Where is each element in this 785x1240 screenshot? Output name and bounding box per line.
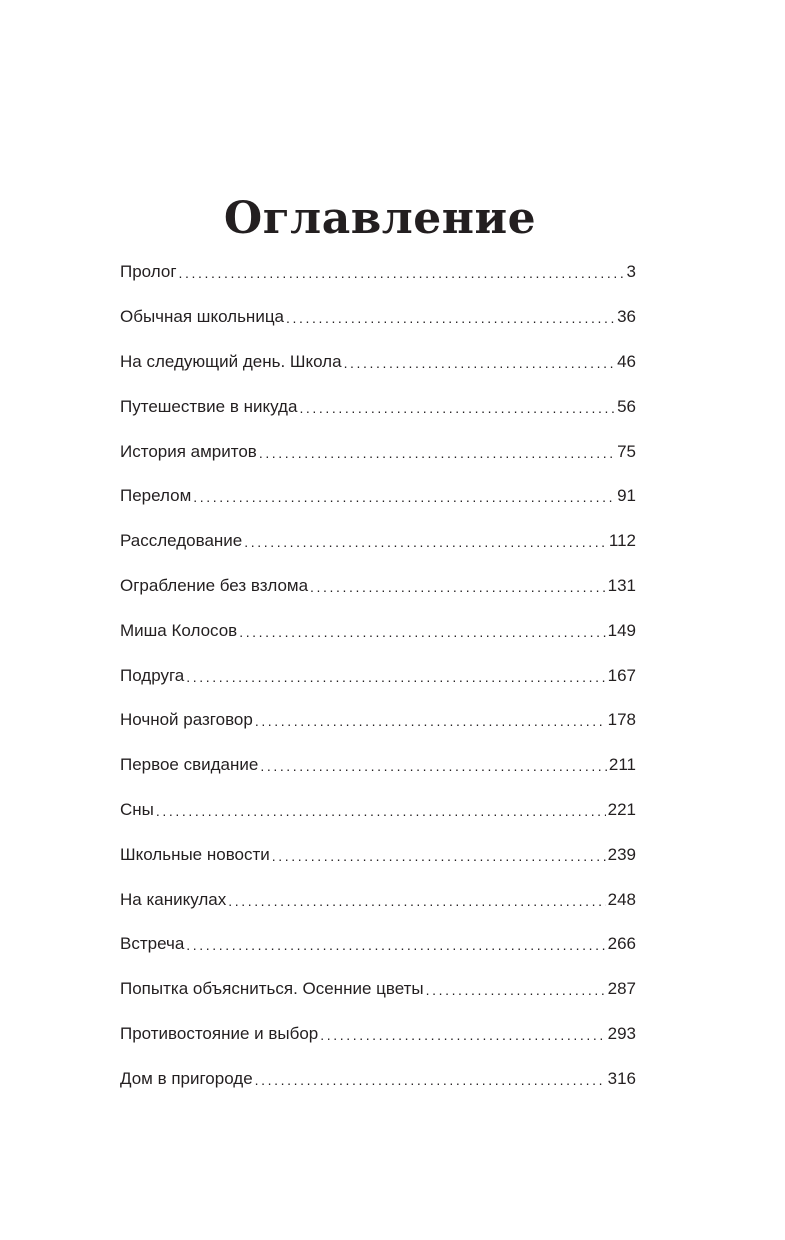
dot-leader [344, 353, 616, 373]
toc-entry [120, 1056, 636, 1101]
toc-entry-title: Попытка объясниться. Осенние цветы [120, 979, 424, 999]
toc-entry [120, 832, 636, 877]
toc-entry [120, 250, 636, 295]
dot-leader [156, 801, 606, 821]
toc-page-number: 149 [607, 620, 636, 640]
dot-leader [239, 622, 605, 642]
toc-entry-title: Миша Колосов [120, 620, 238, 640]
toc-page-number: 131 [607, 575, 636, 595]
toc-entry [120, 877, 636, 922]
toc-entry [120, 564, 636, 609]
toc-entry-title: Ограбление без взлома [120, 575, 309, 595]
toc-page-number: 112 [608, 531, 636, 551]
toc-page-number: 293 [607, 1023, 636, 1043]
toc-page-number: 56 [617, 396, 636, 416]
dot-leader [255, 711, 606, 731]
dot-leader [244, 532, 607, 552]
toc-entry [120, 429, 636, 474]
toc-page-number: 36 [617, 307, 636, 327]
toc-page-number: 167 [607, 665, 636, 685]
toc-page-number: 239 [607, 844, 636, 864]
toc-entry [120, 1012, 636, 1057]
toc-entry [120, 653, 636, 698]
toc-entry-title: Дом в пригороде [120, 1068, 253, 1088]
dot-leader [272, 846, 606, 866]
toc-entry-title: Пролог [120, 262, 177, 282]
toc-entry [120, 384, 636, 429]
dot-leader [299, 398, 615, 418]
dot-leader [259, 443, 615, 463]
dot-leader [228, 891, 605, 911]
toc-entry-title: На каникулах [120, 889, 227, 909]
page-title: Оглавление [223, 193, 537, 245]
dot-leader [286, 308, 615, 328]
toc-page-number: 211 [608, 755, 636, 775]
toc-entry-title: Сны [120, 799, 154, 819]
toc-page-number: 91 [617, 486, 636, 506]
toc-page-number: 316 [607, 1068, 636, 1088]
dot-leader [179, 263, 625, 283]
toc-entry-title: На следующий день. Школа [120, 351, 342, 371]
toc-entry [120, 474, 636, 519]
toc-page-number: 266 [607, 934, 636, 954]
toc-entry-title: Противостояние и выбор [120, 1023, 319, 1043]
dot-leader [255, 1070, 606, 1090]
toc-entry-title: Школьные новости [120, 844, 270, 864]
dot-leader [426, 980, 606, 1000]
dot-leader [186, 935, 605, 955]
toc-entry-title: Расследование [120, 531, 243, 551]
toc-entry [120, 743, 636, 788]
toc-page-number: 3 [626, 262, 636, 282]
toc-page-number: 248 [607, 889, 636, 909]
toc-entry-title: Путешествие в никуда [120, 396, 298, 416]
toc-entry [120, 967, 636, 1012]
toc-entry [120, 788, 636, 833]
toc-entry [120, 698, 636, 743]
toc-entry-title: Встреча [120, 934, 185, 954]
dot-leader [193, 487, 615, 507]
dot-leader [260, 756, 607, 776]
toc-entry [120, 519, 636, 564]
toc-page-number: 287 [607, 979, 636, 999]
toc-page-number: 221 [607, 799, 636, 819]
toc-page-number: 46 [617, 351, 636, 371]
toc-page-number: 75 [617, 441, 636, 461]
toc-page-number: 178 [607, 710, 636, 730]
toc-entry-title: Ночной разговор [120, 710, 253, 730]
dot-leader [186, 667, 605, 687]
toc-entry-title: Первое свидание [120, 755, 259, 775]
toc-entry-title: Подруга [120, 665, 185, 685]
toc-entry [120, 922, 636, 967]
toc-entry-title: Обычная школьница [120, 307, 285, 327]
toc-entry-title: История амритов [120, 441, 257, 461]
toc-entry [120, 340, 636, 385]
table-of-contents [120, 250, 636, 1101]
toc-entry [120, 608, 636, 653]
toc-entry [120, 295, 636, 340]
dot-leader [310, 577, 606, 597]
toc-entry-title: Перелом [120, 486, 192, 506]
dot-leader [320, 1025, 605, 1045]
